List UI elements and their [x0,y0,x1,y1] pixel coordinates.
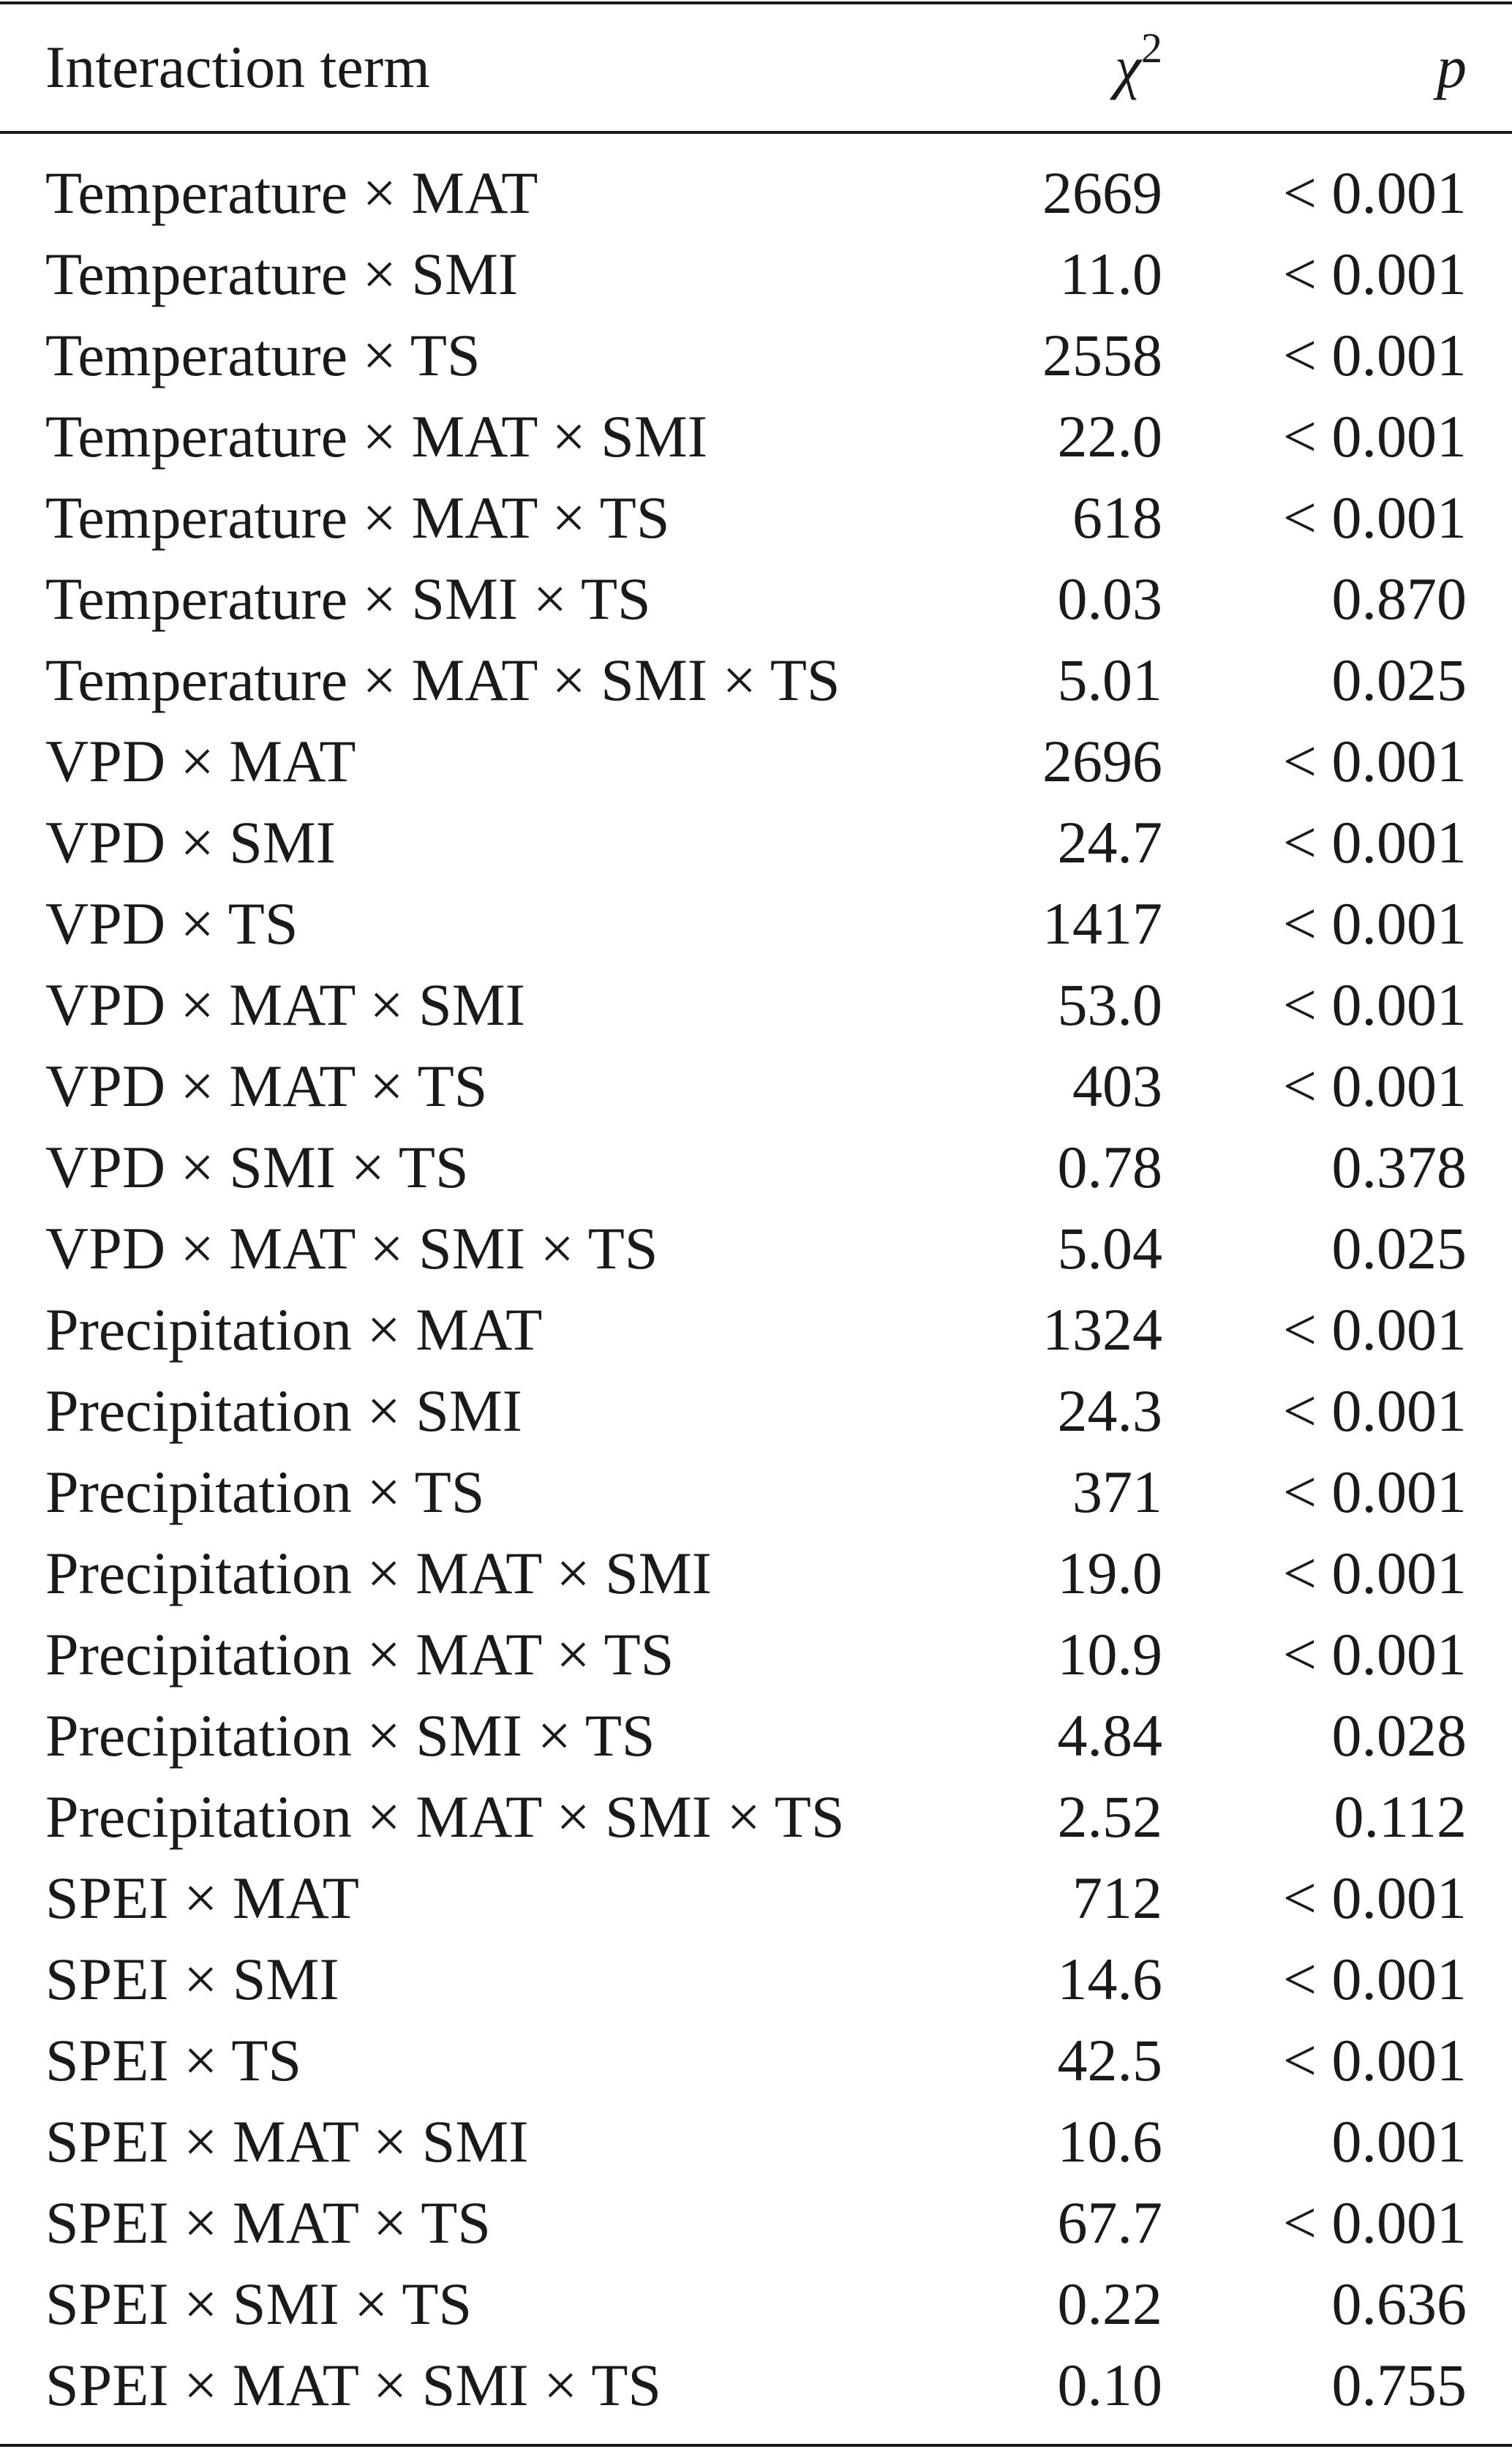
chi-squared-cell: 2696 [1042,728,1162,794]
chi-squared-cell: 4.84 [1057,1702,1162,1769]
table-row [0,1695,1512,1776]
interaction-term-cell: Precipitation × MAT × SMI [45,1540,712,1606]
table-row [0,2182,1512,2263]
chi-squared-cell: 712 [1072,1865,1162,1931]
header-interaction-term: Interaction term [45,34,430,100]
chi-squared-cell: 42.5 [1057,2027,1162,2094]
chi-squared-cell: 0.10 [1057,2352,1162,2418]
chi-squared-cell: 1417 [1042,890,1162,957]
p-value-cell: 0.028 [1331,1702,1467,1769]
interaction-term-cell: SPEI × MAT × SMI × TS [45,2352,662,2418]
p-value-cell: < 0.001 [1282,1053,1467,1119]
table-row [0,2020,1512,2101]
chi-squared-cell: 14.6 [1057,1946,1162,2012]
p-value-cell: < 0.001 [1282,1540,1467,1606]
p-value-cell: 0.025 [1331,1215,1467,1282]
chi-squared-cell: 67.7 [1057,2189,1162,2256]
chi-squared-cell: 2558 [1042,322,1162,388]
interaction-term-cell: Temperature × MAT [45,159,538,226]
interaction-term-cell: VPD × SMI × TS [45,1134,469,1200]
p-value-cell: < 0.001 [1282,1377,1467,1444]
chi-squared-cell: 2669 [1042,159,1162,226]
chi-squared-cell: 5.04 [1057,1215,1162,1282]
chi-squared-cell: 19.0 [1057,1540,1162,1606]
chi-squared-cell: 53.0 [1057,971,1162,1038]
table-row [0,721,1512,802]
chi-squared-cell: 0.22 [1057,2271,1162,2337]
interaction-term-cell: Precipitation × MAT × TS [45,1621,674,1688]
table-row [0,477,1512,558]
interaction-term-cell: Precipitation × SMI × TS [45,1702,655,1769]
chi-squared-cell: 22.0 [1057,403,1162,470]
table-row [0,2101,1512,2182]
interaction-term-cell: Temperature × SMI × TS [45,565,651,632]
table-row [0,1208,1512,1289]
p-value-cell: < 0.001 [1282,1296,1467,1363]
interaction-term-cell: Temperature × MAT × SMI × TS [45,647,840,713]
interaction-term-cell: VPD × TS [45,890,298,957]
table-row [0,1857,1512,1938]
p-value-cell: 0.112 [1334,1783,1467,1850]
p-value-cell: < 0.001 [1282,971,1467,1038]
chi-squared-cell: 24.7 [1057,809,1162,876]
table-row [0,802,1512,883]
p-value-cell: < 0.001 [1282,1865,1467,1931]
header-p-value: p [1437,34,1467,100]
p-value-cell: 0.378 [1331,1134,1467,1200]
bottom-rule [0,2444,1512,2447]
interaction-term-cell: VPD × MAT × SMI [45,971,525,1038]
table-row [0,1776,1512,1857]
p-value-cell: 0.025 [1331,647,1467,713]
chi-squared-cell: 403 [1072,1053,1162,1119]
table-row [0,558,1512,639]
p-value-cell: < 0.001 [1282,728,1467,794]
chi-squared-cell: 5.01 [1057,647,1162,713]
interaction-term-cell: Temperature × MAT × TS [45,484,670,551]
p-value-cell: < 0.001 [1282,484,1467,551]
table-row [0,1938,1512,2020]
chi-squared-cell: 1324 [1042,1296,1162,1363]
table-row [0,396,1512,477]
chi-squared-cell: 2.52 [1057,1783,1162,1850]
interaction-term-cell: VPD × MAT × TS [45,1053,488,1119]
chi-squared-cell: 10.9 [1057,1621,1162,1688]
table-row [0,1370,1512,1451]
table-row [0,1126,1512,1208]
table-row [0,1451,1512,1532]
interaction-term-cell: Precipitation × MAT [45,1296,543,1363]
chi-squared-cell: 24.3 [1057,1377,1162,1444]
p-value-cell: < 0.001 [1282,322,1467,388]
table-row [0,1289,1512,1370]
table-row [0,2263,1512,2344]
p-value-cell: 0.755 [1331,2352,1467,2418]
p-value-cell: < 0.001 [1282,1946,1467,2012]
interaction-term-cell: SPEI × SMI × TS [45,2271,473,2337]
chi-squared-cell: 0.78 [1057,1134,1162,1200]
p-value-cell: 0.870 [1331,565,1467,632]
interaction-term-cell: Temperature × MAT × SMI [45,403,708,470]
table-row [0,1532,1512,1614]
chi-squared-cell: 11.0 [1059,241,1162,307]
chi-symbol: χ [1114,34,1141,100]
table-row [0,883,1512,964]
interaction-term-cell: VPD × SMI [45,809,336,876]
p-value-cell: < 0.001 [1282,1459,1467,1525]
p-value-cell: 0.001 [1331,2108,1467,2175]
interaction-term-cell: Precipitation × SMI [45,1377,523,1444]
p-value-cell: < 0.001 [1282,809,1467,876]
p-value-cell: < 0.001 [1282,890,1467,957]
table-row [0,964,1512,1045]
table-row [0,233,1512,315]
p-value-cell: < 0.001 [1282,159,1467,226]
table-row [0,639,1512,721]
table-row [0,2344,1512,2426]
interaction-term-cell: Temperature × TS [45,322,481,388]
p-value-cell: < 0.001 [1282,1621,1467,1688]
interaction-term-cell: SPEI × TS [45,2027,302,2094]
interaction-term-cell: SPEI × SMI [45,1946,339,2012]
interaction-term-cell: SPEI × MAT [45,1865,359,1931]
header-rule [0,131,1512,134]
p-value-cell: < 0.001 [1282,403,1467,470]
chi-exponent: 2 [1141,24,1162,72]
interaction-term-cell: VPD × MAT [45,728,356,794]
interaction-term-cell: SPEI × MAT × SMI [45,2108,529,2175]
chi-squared-cell: 371 [1072,1459,1162,1525]
chi-squared-cell: 618 [1072,484,1162,551]
table-row [0,1614,1512,1695]
table-header-row [0,26,1512,108]
table-row [0,1045,1512,1126]
interaction-term-cell: Precipitation × TS [45,1459,485,1525]
p-value-cell: < 0.001 [1282,241,1467,307]
p-value-cell: < 0.001 [1282,2189,1467,2256]
interaction-term-cell: Temperature × SMI [45,241,519,307]
chi-squared-cell: 0.03 [1057,565,1162,632]
p-value-cell: 0.636 [1331,2271,1467,2337]
chi-squared-cell: 10.6 [1057,2108,1162,2175]
interaction-term-cell: Precipitation × MAT × SMI × TS [45,1783,845,1850]
p-value-cell: < 0.001 [1282,2027,1467,2094]
header-chi-squared [1115,26,1162,113]
table-row [0,315,1512,396]
top-rule [0,1,1512,4]
interaction-term-cell: SPEI × MAT × TS [45,2189,491,2256]
interaction-term-cell: VPD × MAT × SMI × TS [45,1215,658,1282]
table-row [0,152,1512,233]
